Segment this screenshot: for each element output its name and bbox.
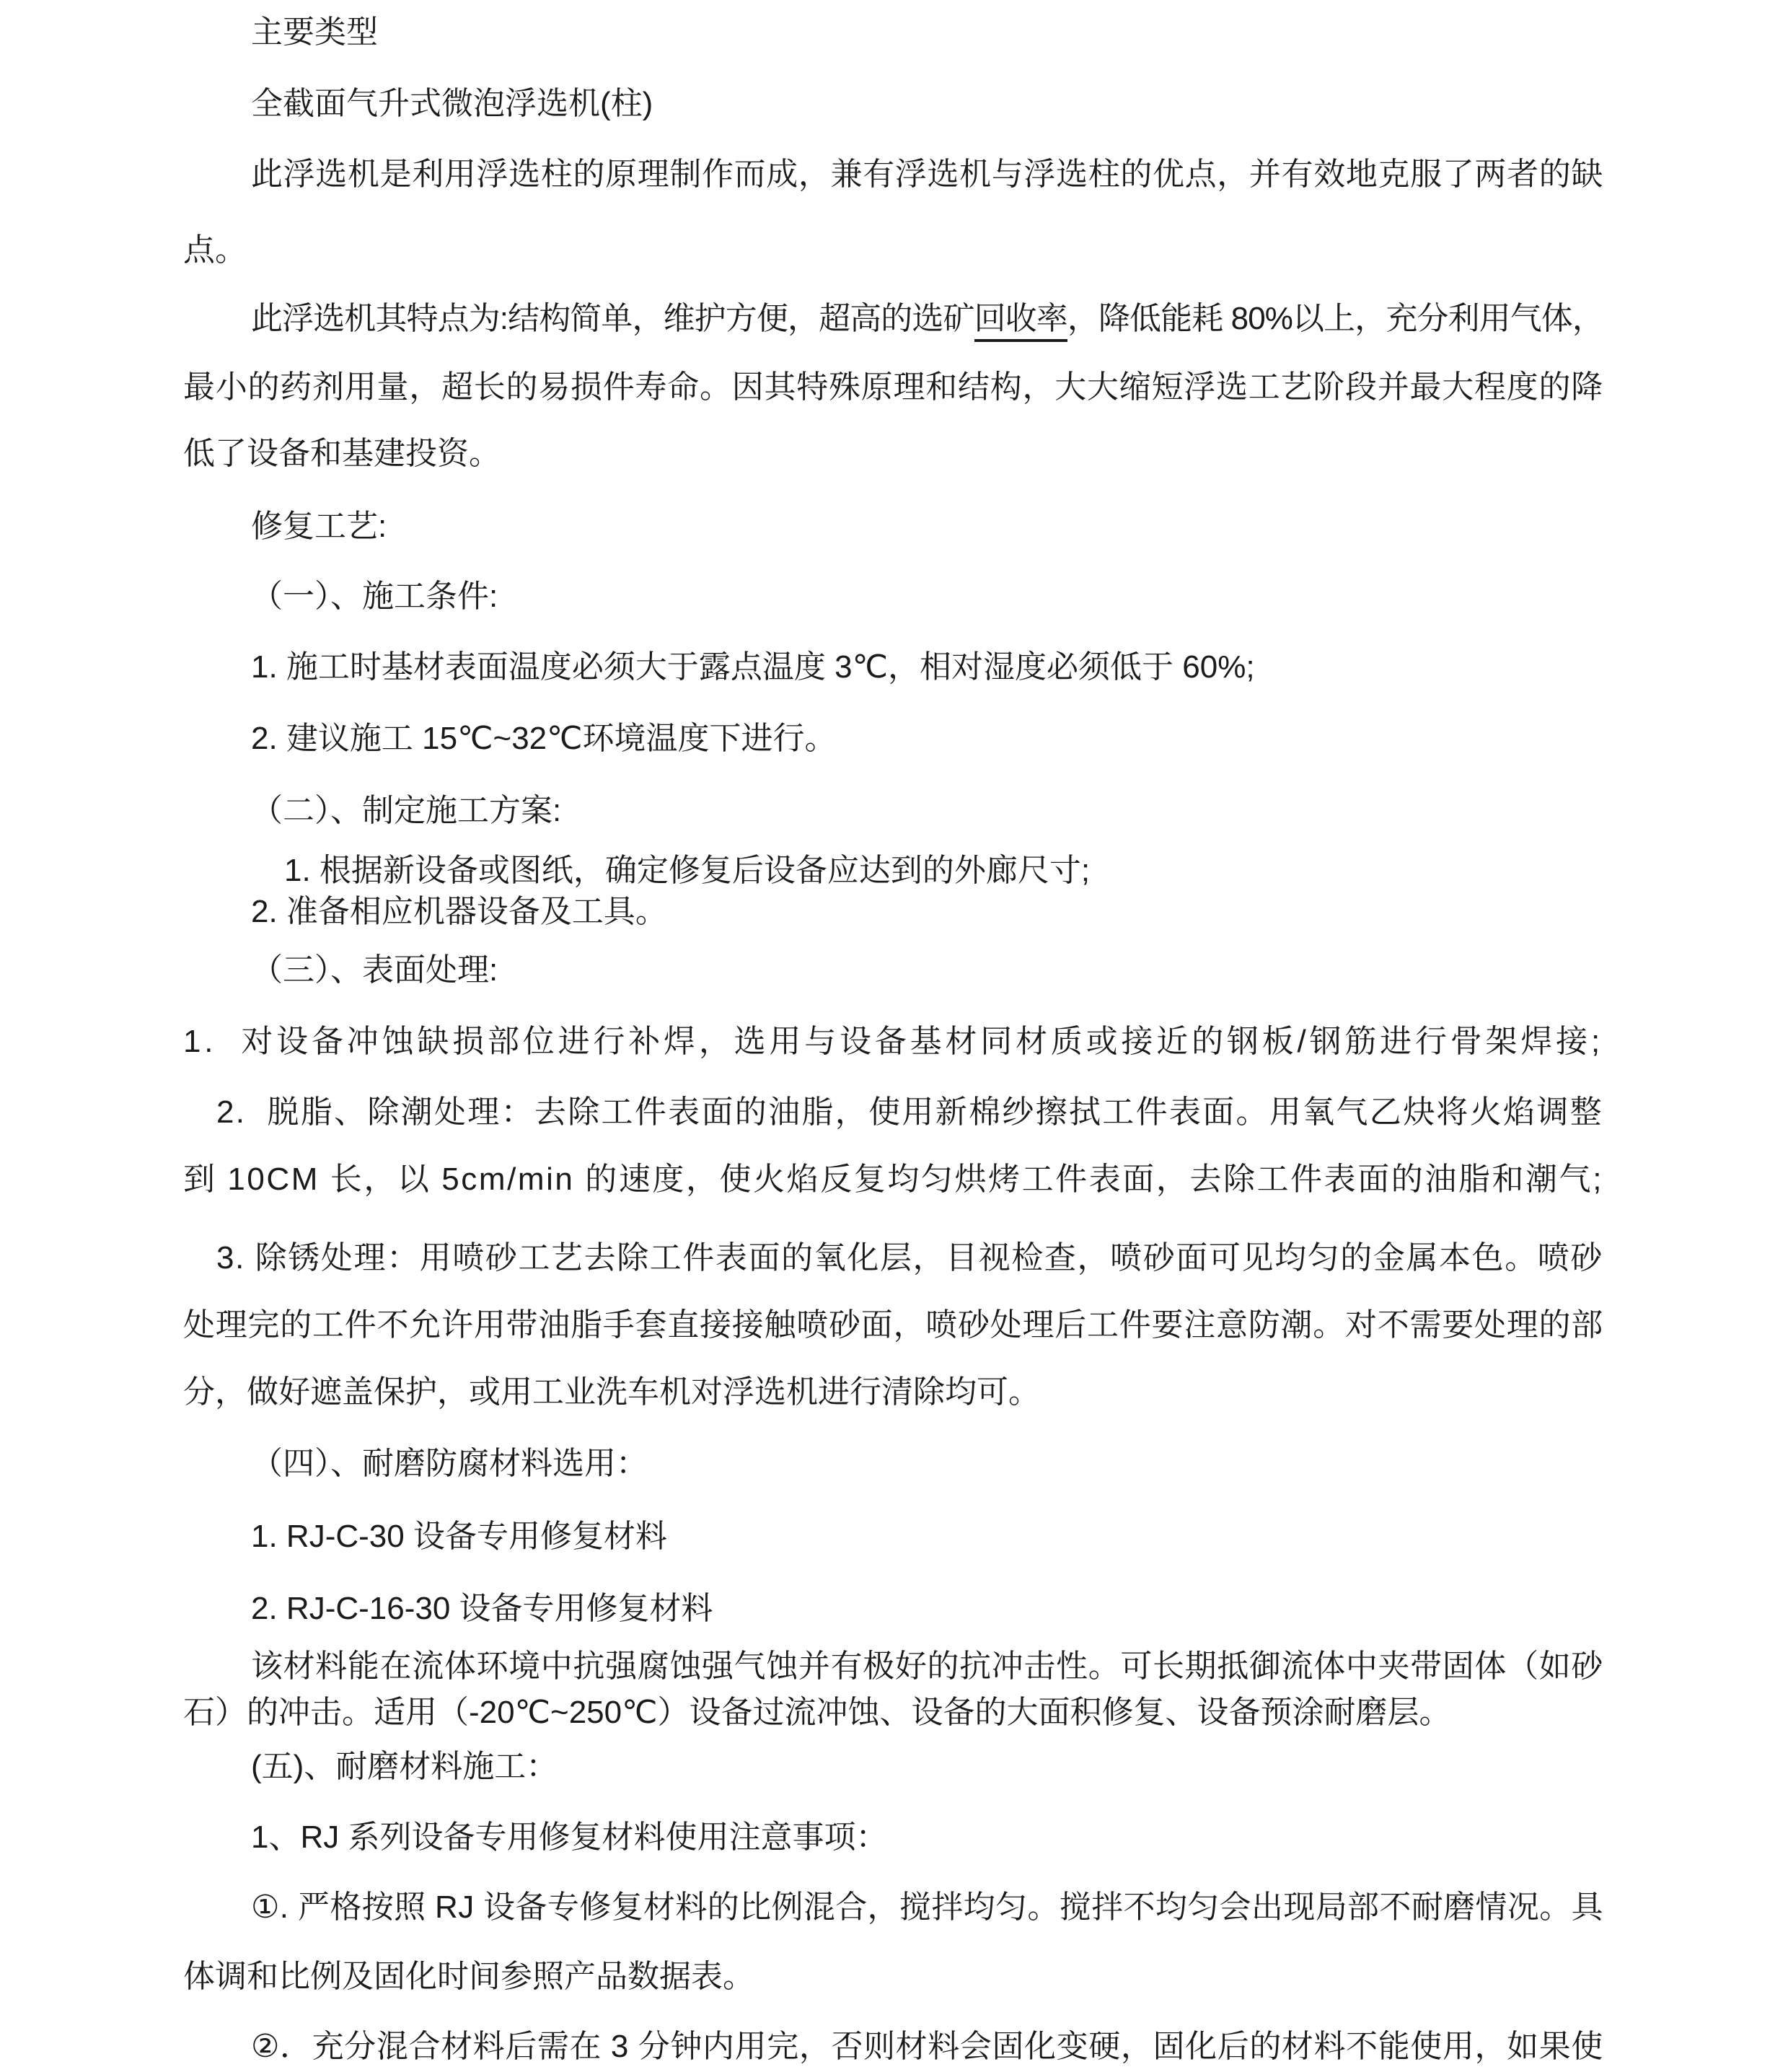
text-line xyxy=(251,298,1603,340)
text-line: （三）、表面处理: xyxy=(251,952,498,988)
text-line: 1. 施工时基材表面温度必须大于露点温度 3℃，相对湿度必须低于 60%; xyxy=(251,649,1255,685)
text-line: 3. 除锈处理：用喷砂工艺去除工件表面的氧化层，目视检查，喷砂面可见均匀的金属本色。喷砂 xyxy=(216,1240,1603,1276)
text-line: 最小的药剂用量，超长的易损件寿命。因其特殊原理和结构，大大缩短浮选工艺阶段并最大程度的降 xyxy=(183,369,1603,405)
text-line: 2. 建议施工 15℃~32℃环境温度下进行。 xyxy=(251,721,837,756)
text-line: 石）的冲击。适用（-20℃~250℃）设备过流冲蚀、设备的大面积修复、设备预涂耐磨层。 xyxy=(183,1695,1451,1730)
text-line: 2. RJ-C-16-30 设备专用修复材料 xyxy=(251,1591,713,1626)
text-line: 点。 xyxy=(183,232,247,268)
text-line: （一）、施工条件: xyxy=(251,579,498,614)
text-line: 修复工艺: xyxy=(251,509,387,544)
text-line: 1. 对设备冲蚀缺损部位进行补焊，选用与设备基材同材质或接近的钢板/钢筋进行骨架焊接; xyxy=(183,1024,1603,1059)
text-line: ①. 严格按照 RJ 设备专修复材料的比例混合，搅拌均匀。搅拌不均匀会出现局部不耐磨情况。具 xyxy=(251,1889,1603,1925)
text-line: 到 10CM 长，以 5cm/min 的速度，使火焰反复均匀烘烤工件表面，去除工件表面的油脂和潮气; xyxy=(183,1162,1603,1197)
text-line-segment: ，降低能耗 80%以上，充分利用气体， xyxy=(1067,301,1603,336)
text-line: 处理完的工件不允许用带油脂手套直接接触喷砂面，喷砂处理后工件要注意防潮。对不需要处理的部 xyxy=(183,1307,1603,1343)
text-line: 2. 脱脂、除潮处理：去除工件表面的油脂，使用新棉纱擦拭工件表面。用氧气乙炔将火焰调整 xyxy=(216,1094,1603,1130)
underlined-text-segment: 回收率 xyxy=(974,301,1067,342)
text-line: （二）、制定施工方案: xyxy=(251,793,562,828)
text-line: 此浮选机是利用浮选柱的原理制作而成，兼有浮选机与浮选柱的优点，并有效地克服了两者的缺 xyxy=(251,157,1603,192)
text-line: 全截面气升式微泡浮选机(柱) xyxy=(251,86,653,121)
text-line: 1. 根据新设备或图纸，确定修复后设备应达到的外廊尺寸; xyxy=(284,853,1091,888)
text-line: 低了设备和基建投资。 xyxy=(183,436,501,471)
text-line-segment: 此浮选机其特点为:结构简单，维护方便，超高的选矿 xyxy=(251,301,974,336)
text-line: ②．充分混合材料后需在 3 分钟内用完，否则材料会固化变硬，固化后的材料不能使用，如果使 xyxy=(251,2029,1603,2064)
text-line: 1. RJ-C-30 设备专用修复材料 xyxy=(251,1519,667,1554)
text-line: (五)、耐磨材料施工： xyxy=(251,1749,558,1784)
text-line: 1、RJ 系列设备专用修复材料使用注意事项： xyxy=(251,1819,888,1855)
text-line: 2. 准备相应机器设备及工具。 xyxy=(251,894,667,929)
text-line: 分，做好遮盖保护，或用工业洗车机对浮选机进行清除均可。 xyxy=(183,1374,1040,1410)
text-line: 体调和比例及固化时间参照产品数据表。 xyxy=(183,1959,754,1994)
text-line: 主要类型 xyxy=(251,14,378,50)
text-line: 该材料能在流体环境中抗强腐蚀强气蚀并有极好的抗冲击性。可长期抵御流体中夹带固体（如砂 xyxy=(251,1649,1603,1684)
text-line: （四）、耐磨防腐材料选用： xyxy=(251,1446,648,1481)
